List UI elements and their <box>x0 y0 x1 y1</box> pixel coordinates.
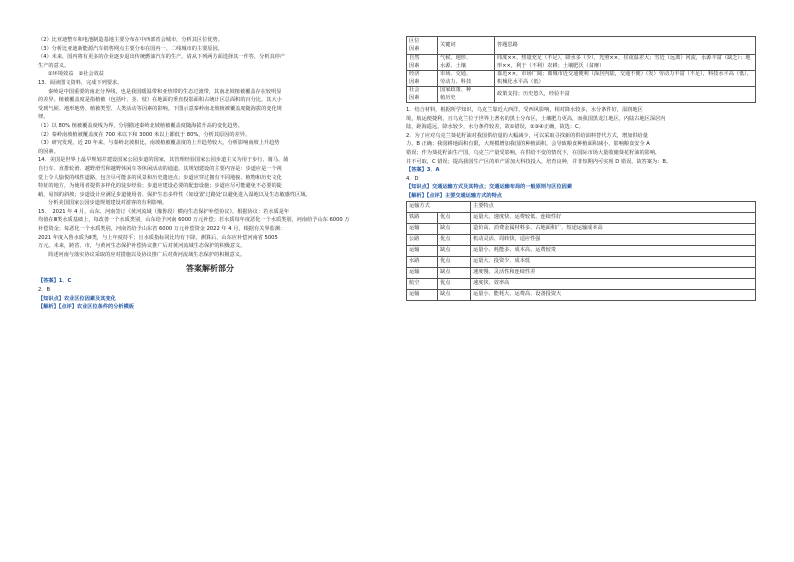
answer-line <box>38 277 382 286</box>
table-header-cell: 答题思路 <box>495 37 756 55</box>
table-row <box>407 223 756 234</box>
question-line: 15． 2021 年 4 月，山东、河南签订《黄河流域（豫鲁段）横向生态保护补偿协议》。根据协议：若水质是年 <box>38 208 290 215</box>
table-cell: 机动灵活、周转快、适应性强 <box>471 234 756 245</box>
question-line: （2）秦岭南坡植被覆盖度在 700 米以下和 3000 米以上都低于 80%，分析其原因的差异。 <box>38 131 251 138</box>
knowledge-point <box>406 183 756 192</box>
table-header-cell: 区位 因素 <box>407 37 438 55</box>
table-row <box>407 71 756 87</box>
table-cell: 铁路 <box>407 212 438 223</box>
table-row <box>407 212 756 223</box>
question-line: 分析美国国家公园步道规划建设对游客的有利影响。 <box>48 200 168 207</box>
question-line: （2）比亚迪整车和电池制造基地主要分布在中西部省会城市，分析其区位优势。 <box>38 37 223 43</box>
table-cell: 国家政策、种 植历史 <box>438 87 495 103</box>
table-cell: 靠近××，市场广阔；离城市近交通便利（深居内陆，交通不便）（发）劳动力丰富（不足），科技水平高（低），机械化水平高（低） <box>495 71 756 87</box>
table-cell: 纬度××，热量充足（不足），降水多（少），光照××，昼夜温差大；雪近（远离）河流，水源丰富（缺乏）；地形××，利于（不利）农耕；土壤肥沃（贫瘠） <box>495 55 756 71</box>
table-row <box>407 278 756 289</box>
explanation-line: 境，航运便捷利，且乌克兰位于世界上著名的黑土分布区，土壤肥力更高，而我国黑龙江地区，内陆古地区深居内 <box>406 115 666 122</box>
table-header-cell: 主要特点 <box>471 201 756 212</box>
explanation-line: 力，B 正确；我国耕地面积有限，大规模增加我国的种植面积，会导致粮食种植面积减小，影响粮食安全 A <box>406 141 650 148</box>
question-line: 秦岭是中国重要的南北分界线，也是我国暖温带和亚热带的生态过渡带，其南北坡植被覆盖存在较明显 <box>48 88 282 95</box>
table-cell: 运量大、投资少、成本低 <box>471 256 756 267</box>
knowledge-point <box>38 295 382 304</box>
location-factor-table <box>406 36 756 103</box>
question-line: 生产的意义。 <box>38 62 70 69</box>
answer-line: 2．B <box>38 287 51 294</box>
knowledge-point-text: 【知识点】农业区位因素及其变化 <box>38 295 116 302</box>
table-row <box>407 289 756 300</box>
table-row <box>407 87 756 103</box>
answer-line <box>406 166 756 175</box>
explanation-line: 2．为了应对乌克兰葵花籽油对我国供给量的大幅减少，可以采取寻找新的供给油料替代方式，增加供给量 <box>406 132 648 139</box>
question-line: 万元。未来，跨省、市，与黄河生态保护补偿协议推广后对黄河流域生态保护的积极意义。 <box>38 243 246 250</box>
table-cell: 运输 <box>407 245 438 256</box>
table-cell: 速度慢、灵活性和连续性差 <box>471 267 756 278</box>
question-line: 补偿资金；每恶化一个水质类别，河南省给予山东省 6000 万元补偿资金 2022 年 4 月，根据有关界监测： <box>38 226 286 233</box>
explanation-line: 1．结合材料，根据所学知识，乌克兰靠近大西洋，受西风影响，相对降水较多，水分条件好，湿润地区 <box>406 107 643 113</box>
table-cell: 航空 <box>407 278 438 289</box>
table-cell: 水路 <box>407 256 438 267</box>
table-header-row <box>407 201 756 212</box>
question-line: （3）分析比亚迪新能源汽车销售网点主要分布在国内一、二线城市的主要原因。 <box>38 45 223 52</box>
table-row <box>407 256 756 267</box>
table-header-cell: 关键词 <box>438 37 495 55</box>
table-header-cell: 运输方式 <box>407 201 471 212</box>
table-cell: 政策支持；历史悠久，经验丰富 <box>495 87 756 103</box>
table-cell: 优点 <box>438 234 471 245</box>
table-header-row <box>407 37 756 55</box>
table-row <box>407 267 756 278</box>
question-line: 2021 年度入鲁水质为Ⅱ类，与上年度持平；且水质指标同比均有下降。测算后，山东应补偿河南省 5005 <box>38 234 278 241</box>
table-cell: 经济 因素 <box>407 71 438 87</box>
question-line: 律。 <box>38 114 49 121</box>
answer-section-heading: 答案解析部分 <box>186 264 234 274</box>
table-row <box>407 234 756 245</box>
table-cell: 市场、交通、 劳动力、科技 <box>438 71 495 87</box>
explanation-line: 错误；作为葵花籽油生产国，乌克兰产量受影响，在供给不变的情况下，在国际市场大量收储葵花籽油的影响， <box>406 149 661 156</box>
question-line: （3）研究发现，近 20 年来，与秦岭北坡相比，南坡植被覆盖度的上升趋势较大，分析影响南坡上升趋势 <box>38 140 280 147</box>
question-line: 峭，易蚀的斜坡；步道设计应满足步道使用者、保护生态多样性（如设置'过路处'以避免进入湿地以及生态敏感性区域。 <box>38 191 311 198</box>
table-cell: 优点 <box>438 212 471 223</box>
table-row <box>407 245 756 256</box>
table-cell: 速度快、效率高 <box>471 278 756 289</box>
question-line: ①环境效益 ②社会效益 <box>48 71 104 78</box>
table-cell: 气候、地形、 水源、土壤 <box>438 55 495 71</box>
table-cell: 缺点 <box>438 267 471 278</box>
answer-text: 【答案】3．A <box>406 167 440 174</box>
table-cell: 优点 <box>438 256 471 267</box>
table-cell: 运量大、速度快、运费较低、连续性好 <box>471 212 756 223</box>
table-cell: 运输 <box>407 289 438 300</box>
analysis-line <box>38 303 382 312</box>
table-cell: 自然 因素 <box>407 55 438 71</box>
left-column <box>38 36 382 312</box>
answer-line: 4．D <box>406 175 419 182</box>
table-cell: 缺点 <box>438 245 471 256</box>
table-cell: 社会 因素 <box>407 87 438 103</box>
analysis-text: 【解析】【点评】农业区位条件的分析模板 <box>38 304 134 311</box>
table-cell: 公路 <box>407 234 438 245</box>
analysis-line <box>406 192 756 201</box>
question-line: （4）未来，国内将有更多的企业逐步退出传统燃油汽车的生产。请从下列两方面选择其一作答，分析其停产 <box>38 54 286 61</box>
table-cell: 运输 <box>407 223 438 234</box>
transport-table <box>406 201 756 301</box>
table-cell: 造价高、消费金属材料多、占地面积广、短途运输成本高 <box>471 223 756 234</box>
table-cell: 运输 <box>407 267 438 278</box>
question-line: 14．美国是世界上最早规划并建设国家公园步道的国家，其管理经验国家公园步道主义为用于步行、骑马、骑 <box>38 157 289 164</box>
question-line: 受到气候、地形地势、植被类型、人类活动等因素的影响。下图示意秦岭南北坡植被覆盖度随海拔的变化规 <box>38 105 282 112</box>
question-line: 的因素。 <box>38 148 59 155</box>
question-line: 特征的地方，为使用者提供多样化的徒步经验；步道应建设必要的配套设施；步道应尽可能避免不必要的陡 <box>38 183 282 190</box>
answer-text: 【答案】1．C <box>38 278 72 285</box>
question-line: 的差异。植被覆盖度是指植被（包括叶、茎、枝）在地面的垂直投影面积占统计区总面积的百分比，其大小 <box>38 97 282 104</box>
question-line: 简述河南与落实协议采取的应对措施以及协议推广后对黄河流域生态保护的积极意义。 <box>48 251 246 258</box>
table-cell: 运量小、能耗大、运费高、设备投资大 <box>471 289 756 300</box>
table-cell: 缺点 <box>438 223 471 234</box>
right-column <box>406 36 756 301</box>
table-cell: 缺点 <box>438 289 471 300</box>
question-line: 觉上令人愉悦的线性道路，包含尽可能多的风景和历史遗迹点；步道应穿过拥有不同地貌、植物和历史文化 <box>38 174 282 181</box>
explanation-line: 陆，距海遥远，降水较少，水分条件较差，故①错误，②③④正确，故选：C。 <box>406 124 584 131</box>
knowledge-point-text: 【知识点】交通运输方式及其特点；交通运输布局的一般原则与区位因素 <box>406 184 573 191</box>
question-line: 13．阅读图文资料，完成下列要求。 <box>38 79 123 86</box>
question-line: 均值在Ⅲ类水质基础上，每改善一个水质类别，山东给予河南 6000 万元补偿；若水质每年度恶化一个水质类别，河南给予山东 6000 万 <box>38 217 350 224</box>
question-line: （1）以 80% 植被覆盖度线为界，分别描述秦岭北坡植被覆盖度随海拔升高的变化趋势。 <box>38 122 243 129</box>
table-row <box>407 55 756 71</box>
explanation-line: 并不可取，C 错误；提高我国生产区的单产需加大科技投入，培育良种，并非短期内可实现 D 错误。故答案为：B。 <box>406 158 672 165</box>
question-line: 自行车、直排轮滑、越野滑雪和越野休闲车等休闲活动的通道。其规划建设的主要内容是：步道应是一个视 <box>38 165 282 172</box>
analysis-text: 【解析】【点评】主要交通运输方式的特点 <box>406 192 502 199</box>
table-cell: 优点 <box>438 278 471 289</box>
table-cell: 运量小、耗能多、成本高、运费较贵 <box>471 245 756 256</box>
